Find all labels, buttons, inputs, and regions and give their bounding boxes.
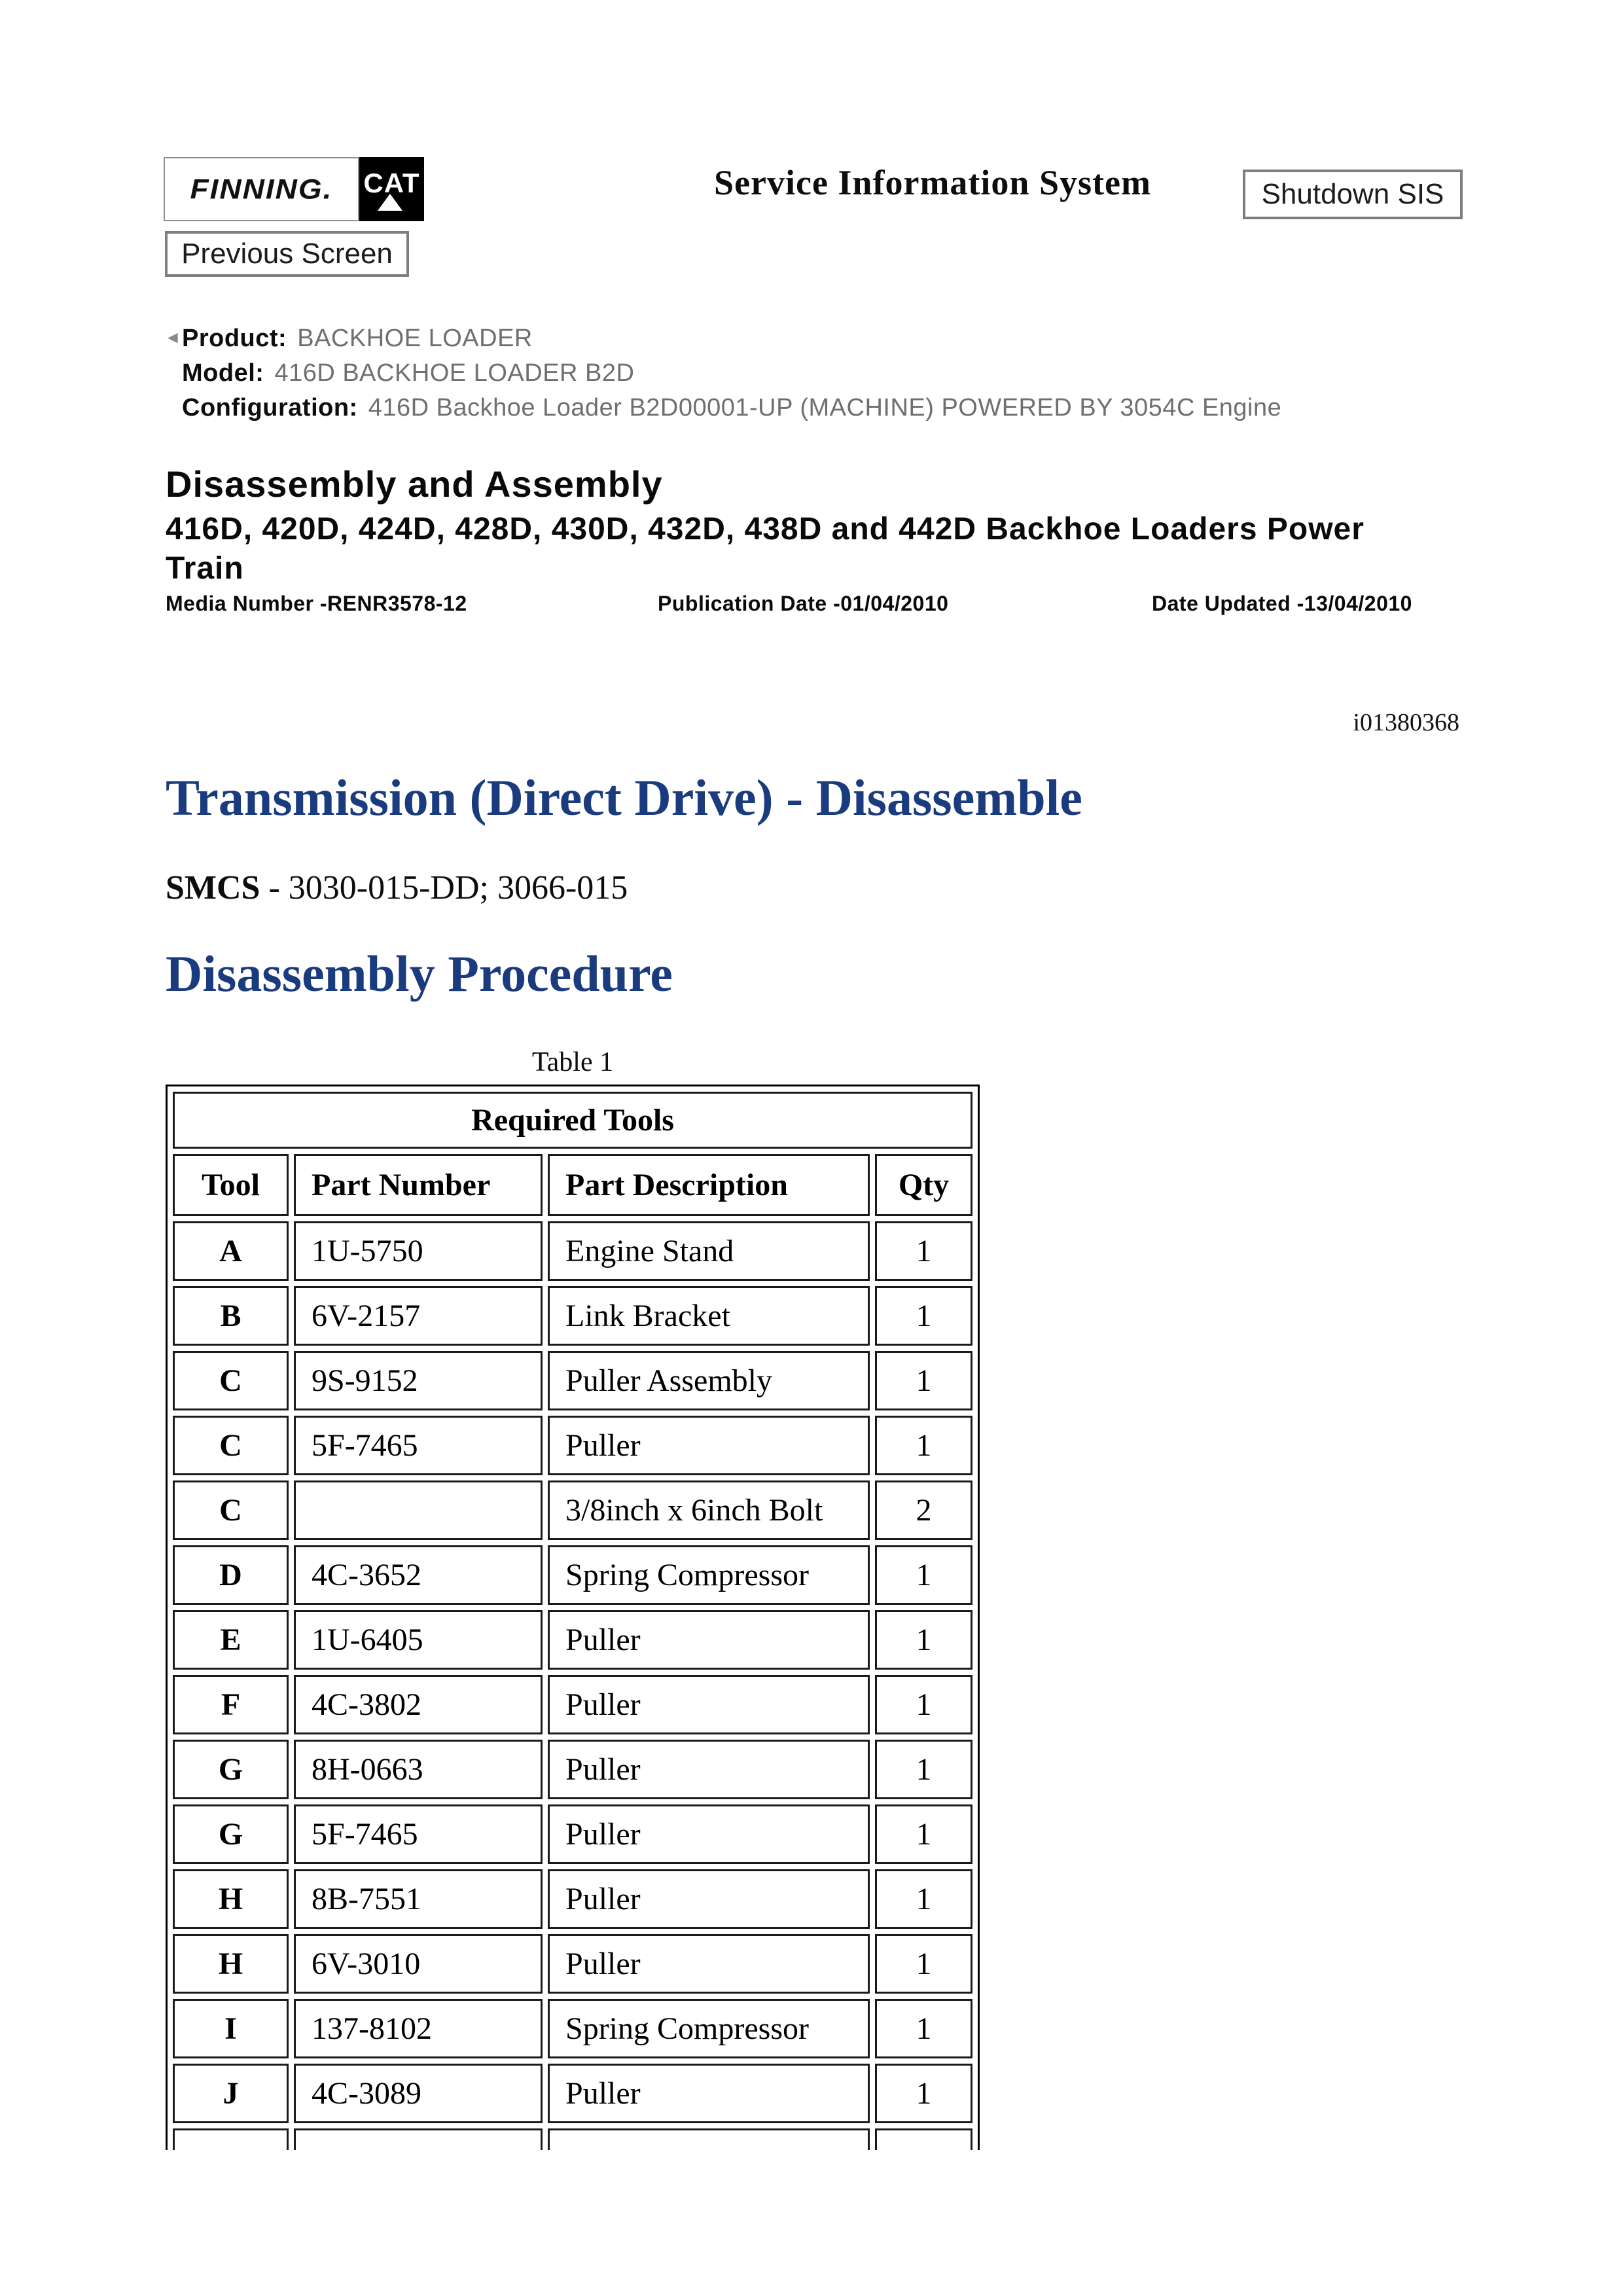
part-description-cell: 3/8inch x 6inch Bolt (548, 1480, 870, 1540)
required-tools-table (166, 1085, 980, 2150)
tool-cell: D (173, 1545, 289, 1605)
part-description-cell: Engine Stand (548, 1221, 870, 1281)
qty-cell: 1 (875, 1545, 972, 1605)
part-number-cell: 5F-7465 (294, 1804, 543, 1864)
column-header-part-description: Part Description (548, 1154, 870, 1216)
qty-cell: 1 (875, 1221, 972, 1281)
configuration-value: 416D Backhoe Loader B2D00001-UP (MACHINE) POWERED BY 3054C Engine (368, 394, 1282, 422)
table-row (173, 1999, 972, 2058)
part-description-cell: Puller (548, 2064, 870, 2123)
document-id: i01380368 (1353, 709, 1459, 736)
qty-cell: 1 (875, 1416, 972, 1475)
part-number-cell: 5F-7465 (294, 1416, 543, 1475)
tool-cell: G (173, 1804, 289, 1864)
cut-off-row (173, 2128, 972, 2150)
previous-screen-button[interactable]: Previous Screen (165, 231, 409, 277)
table-row (173, 1545, 972, 1605)
tool-cell: A (173, 1221, 289, 1281)
manual-subtitle-line1: 416D, 420D, 424D, 428D, 430D, 432D, 438D and 442D Backhoe Loaders Power (166, 512, 1364, 547)
column-header-qty: Qty (875, 1154, 972, 1216)
part-description-cell: Puller (548, 1869, 870, 1929)
tool-cell: B (173, 1286, 289, 1346)
finning-logo-box (164, 157, 359, 221)
qty-cell (875, 2128, 972, 2150)
article-heading: Transmission (Direct Drive) - Disassemble (166, 769, 1082, 826)
part-description-cell: Puller (548, 1740, 870, 1799)
smcs-label: SMCS - (166, 869, 280, 906)
qty-cell: 1 (875, 1286, 972, 1346)
part-number-cell: 1U-5750 (294, 1221, 543, 1281)
qty-cell: 1 (875, 1999, 972, 2058)
part-number-cell: 137-8102 (294, 1999, 543, 2058)
product-value: BACKHOE LOADER (297, 325, 533, 352)
qty-cell: 1 (875, 2064, 972, 2123)
model-row (182, 361, 634, 386)
tool-cell: C (173, 1416, 289, 1475)
tool-cell: I (173, 1999, 289, 2058)
manual-subtitle (166, 510, 1364, 588)
table-caption: Table 1 (531, 1047, 614, 1077)
collapse-arrow-icon[interactable]: ◄ (164, 327, 181, 347)
finning-wordmark: FINNING. (190, 173, 333, 205)
part-description-cell: Puller (548, 1675, 870, 1734)
part-description-cell: Spring Compressor (548, 1545, 870, 1605)
part-description-cell: Puller (548, 1804, 870, 1864)
manual-title: Disassembly and Assembly (166, 463, 663, 505)
qty-cell: 1 (875, 1740, 972, 1799)
part-description-cell: Spring Compressor (548, 1999, 870, 2058)
procedure-heading: Disassembly Procedure (166, 945, 673, 1002)
part-description-cell: Puller (548, 1934, 870, 1994)
table-row (173, 1740, 972, 1799)
part-description-cell: Puller (548, 1610, 870, 1670)
table-header-row (173, 1154, 972, 1216)
table-row (173, 1286, 972, 1346)
tool-cell: C (173, 1480, 289, 1540)
part-number-cell: 4C-3802 (294, 1675, 543, 1734)
part-number-cell: 8H-0663 (294, 1740, 543, 1799)
part-number-cell (294, 1480, 543, 1540)
table-row (173, 1934, 972, 1994)
table-row (173, 1675, 972, 1734)
media-number: Media Number -RENR3578-12 (166, 592, 467, 615)
table-row (173, 1869, 972, 1929)
part-number-cell: 9S-9152 (294, 1351, 543, 1410)
cat-logo-text: CAT (363, 168, 420, 198)
qty-cell: 2 (875, 1480, 972, 1540)
table-row (173, 2064, 972, 2123)
tool-cell: G (173, 1740, 289, 1799)
smcs-line (166, 871, 628, 905)
tool-cell: H (173, 1934, 289, 1994)
manual-subtitle-line2: Train (166, 551, 244, 586)
part-description-cell: Puller (548, 1416, 870, 1475)
publication-date: Publication Date -01/04/2010 (658, 592, 949, 615)
table-title-row (173, 1092, 972, 1149)
qty-cell: 1 (875, 1869, 972, 1929)
column-header-tool: Tool (173, 1154, 289, 1216)
page-title: Service Information System (714, 163, 1151, 202)
product-label: Product: (182, 325, 287, 352)
table-title: Required Tools (173, 1092, 972, 1149)
required-tools-table-wrapper (166, 1085, 980, 2150)
tool-cell: F (173, 1675, 289, 1734)
part-number-cell (294, 2128, 543, 2150)
qty-cell: 1 (875, 1675, 972, 1734)
tool-cell (173, 2128, 289, 2150)
part-number-cell: 4C-3089 (294, 2064, 543, 2123)
part-number-cell: 8B-7551 (294, 1869, 543, 1929)
qty-cell: 1 (875, 1351, 972, 1410)
smcs-value: 3030-015-DD; 3066-015 (279, 869, 628, 906)
part-description-cell: Puller Assembly (548, 1351, 870, 1410)
table-row (173, 1804, 972, 1864)
table-row (173, 1480, 972, 1540)
cat-logo-triangle-icon (377, 194, 402, 211)
header-logo (164, 157, 424, 221)
part-number-cell: 6V-3010 (294, 1934, 543, 1994)
shutdown-sis-button[interactable]: Shutdown SIS (1243, 170, 1463, 219)
product-row (182, 326, 533, 351)
configuration-row (182, 395, 1281, 420)
qty-cell: 1 (875, 1934, 972, 1994)
part-number-cell: 4C-3652 (294, 1545, 543, 1605)
model-value: 416D BACKHOE LOADER B2D (274, 359, 635, 387)
tool-cell: H (173, 1869, 289, 1929)
tool-cell: C (173, 1351, 289, 1410)
table-row (173, 1610, 972, 1670)
qty-cell: 1 (875, 1804, 972, 1864)
table-row (173, 1221, 972, 1281)
cat-logo (359, 157, 424, 221)
part-description-cell: Link Bracket (548, 1286, 870, 1346)
configuration-label: Configuration: (182, 394, 358, 422)
tool-cell: J (173, 2064, 289, 2123)
part-number-cell: 6V-2157 (294, 1286, 543, 1346)
part-description-cell (548, 2128, 870, 2150)
qty-cell: 1 (875, 1610, 972, 1670)
table-row (173, 1351, 972, 1410)
column-header-part-number: Part Number (294, 1154, 543, 1216)
model-label: Model: (182, 359, 264, 387)
date-updated: Date Updated -13/04/2010 (1152, 592, 1412, 615)
table-row (173, 1416, 972, 1475)
tool-cell: E (173, 1610, 289, 1670)
part-number-cell: 1U-6405 (294, 1610, 543, 1670)
